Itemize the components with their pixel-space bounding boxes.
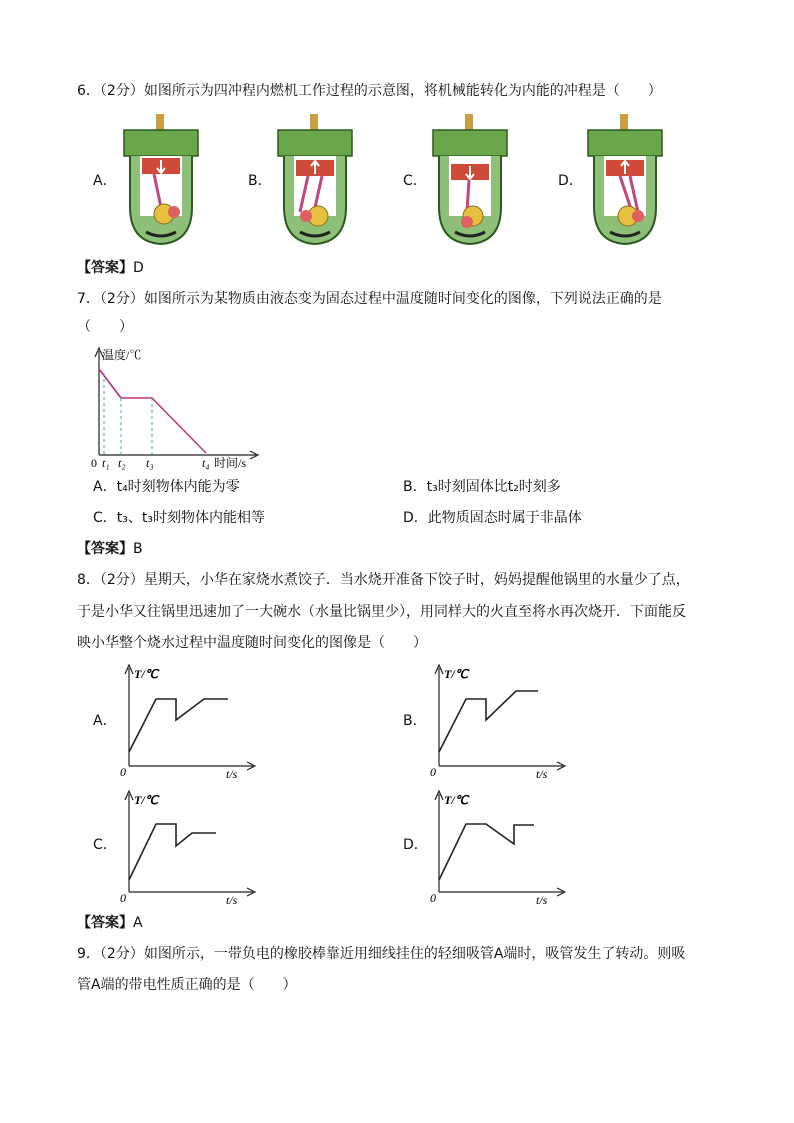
q7-origin: 0 bbox=[91, 456, 97, 470]
q7-tick-t4: t₄ bbox=[202, 456, 210, 470]
graph-a-xlabel: t/s bbox=[226, 767, 238, 780]
q6-answer-tag: 【答案】 bbox=[77, 260, 133, 276]
q8-graph-a bbox=[118, 662, 258, 780]
q7-tick-t1: t₁ bbox=[102, 456, 110, 470]
graph-b-origin: 0 bbox=[430, 765, 436, 779]
graph-c-origin: 0 bbox=[120, 891, 126, 905]
q8-answer-tag: 【答案】 bbox=[77, 915, 133, 931]
q8-answer-value: A bbox=[133, 915, 143, 931]
q6-answer-value: D bbox=[133, 260, 144, 276]
q6-option-b-label: B． bbox=[248, 173, 272, 189]
q7-stem-line1: 7．（2分）如图所示为某物质由液态变为固态过程中温度随时间变化的图像，下列说法正确的是 bbox=[77, 291, 662, 307]
engine-diagram-c bbox=[425, 112, 515, 252]
graph-a-origin: 0 bbox=[120, 765, 126, 779]
q8-graph-b bbox=[428, 662, 568, 780]
q7-answer bbox=[77, 539, 143, 559]
q9-stem-line2: 管A端的带电性质正确的是（ ） bbox=[77, 977, 297, 993]
q7-answer-value: B bbox=[133, 541, 143, 557]
graph-c-ylabel: T/℃ bbox=[134, 793, 159, 807]
q8-graph-c bbox=[118, 788, 258, 906]
q7-option-c: C．t₃、t₃时刻物体内能相等 bbox=[93, 510, 265, 526]
q9-stem-line1: 9．（2分）如图所示，一带负电的橡胶棒靠近用细线挂住的轻细吸管A端时，吸管发生了转动。则吸 bbox=[77, 946, 686, 962]
q6-stem: 6．（2分）如图所示为四冲程内燃机工作过程的示意图，将机械能转化为内能的冲程是（ ） bbox=[77, 83, 662, 99]
q7-stem-line2: （ ） bbox=[77, 319, 133, 335]
q7-option-d: D．此物质固态时属于非晶体 bbox=[403, 510, 582, 526]
q8-stem-line2: 于是小华又往锅里迅速加了一大碗水（水量比锅里少），用同样大的火直至将水再次烧开．下面能反 bbox=[77, 604, 686, 620]
q7-option-a: A．t₄时刻物体内能为零 bbox=[93, 479, 240, 495]
q7-tick-t2: t₂ bbox=[118, 456, 126, 470]
q8-option-c-label: C． bbox=[93, 837, 117, 853]
engine-diagram-d bbox=[580, 112, 670, 252]
graph-a-ylabel: T/℃ bbox=[134, 667, 159, 681]
q7-temperature-graph bbox=[86, 343, 266, 473]
q8-answer bbox=[77, 913, 143, 933]
q6-option-d-label: D． bbox=[558, 173, 583, 189]
q6-option-a-label: A． bbox=[93, 173, 117, 189]
q8-stem-line1: 8．（2分）星期天，小华在家烧水煮饺子．当水烧开准备下饺子时，妈妈提醒他锅里的水量少了点， bbox=[77, 572, 690, 588]
q8-option-d-label: D． bbox=[403, 837, 428, 853]
q7-tick-t3: t₃ bbox=[146, 456, 154, 470]
graph-d-ylabel: T/℃ bbox=[444, 793, 469, 807]
q6-answer bbox=[77, 258, 144, 278]
graph-b-ylabel: T/℃ bbox=[444, 667, 469, 681]
q6-option-c-label: C． bbox=[403, 173, 427, 189]
q8-graph-d bbox=[428, 788, 568, 906]
graph-d-xlabel: t/s bbox=[536, 893, 548, 906]
q8-option-a-label: A． bbox=[93, 713, 117, 729]
q7-option-b: B．t₃时刻固体比t₂时刻多 bbox=[403, 479, 561, 495]
graph-c-xlabel: t/s bbox=[226, 893, 238, 906]
q7-answer-tag: 【答案】 bbox=[77, 541, 133, 557]
graph-b-xlabel: t/s bbox=[536, 767, 548, 780]
q7-xlabel: 时间/s bbox=[214, 456, 247, 470]
q8-option-b-label: B． bbox=[403, 713, 427, 729]
engine-diagram-b bbox=[270, 112, 360, 252]
engine-diagram-a bbox=[116, 112, 206, 252]
q7-ylabel: 温度/℃ bbox=[102, 348, 142, 362]
graph-d-origin: 0 bbox=[430, 891, 436, 905]
q8-stem-line3: 映小华整个烧水过程中温度随时间变化的图像是（ ） bbox=[77, 635, 427, 651]
